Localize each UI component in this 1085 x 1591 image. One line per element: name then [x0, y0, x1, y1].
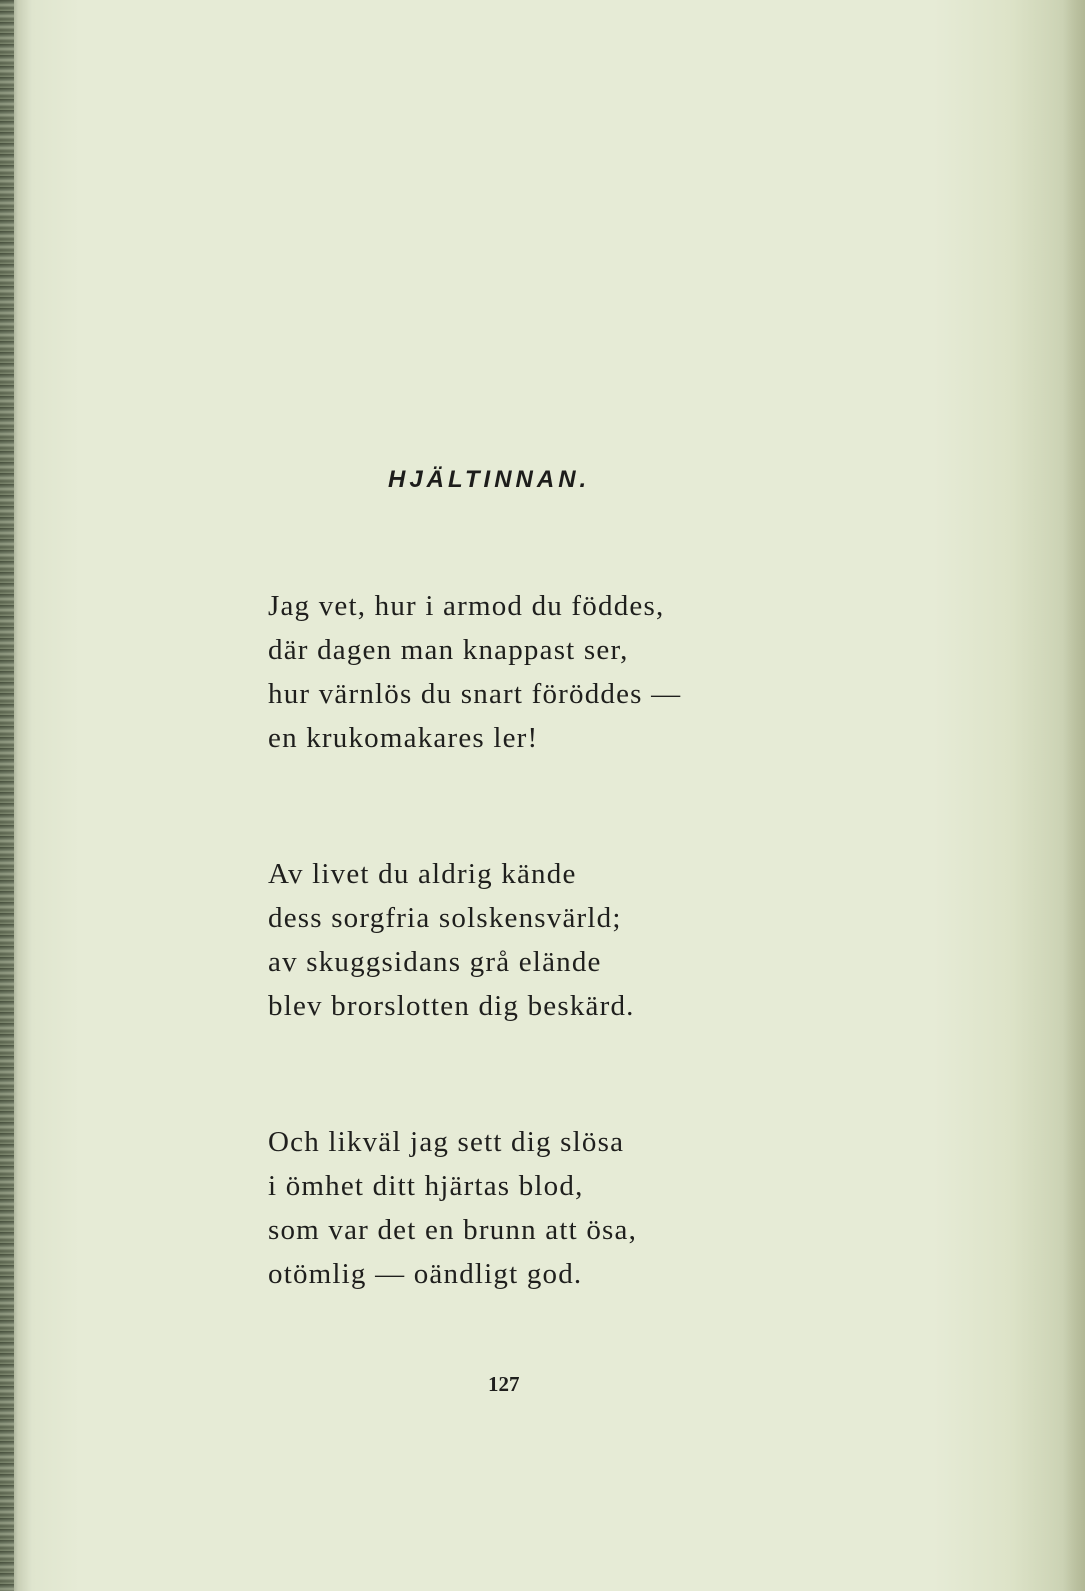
verse-line: Jag vet, hur i armod du föddes, — [268, 590, 665, 622]
verse-line: i ömhet ditt hjärtas blod, — [268, 1170, 584, 1202]
verse-line: hur värnlös du snart föröddes — — [268, 678, 682, 710]
verse-line: en krukomakares ler! — [268, 722, 539, 754]
verse-line: dess sorgfria solskensvärld; — [268, 902, 622, 934]
stanza-2 — [268, 852, 635, 1028]
verse-line: blev brorslotten dig beskärd. — [268, 990, 635, 1022]
verse-line: otömlig — oändligt god. — [268, 1258, 583, 1290]
stanza-1 — [268, 584, 681, 760]
verse-line: Och likväl jag sett dig slösa — [268, 1126, 625, 1158]
stanza-3 — [268, 1120, 637, 1296]
page-number: 127 — [488, 1372, 520, 1396]
verse-line: som var det en brunn att ösa, — [268, 1214, 638, 1246]
verse-line: där dagen man knappast ser, — [268, 634, 629, 666]
verse-line: Av livet du aldrig kände — [268, 858, 577, 890]
verse-line: av skuggsidans grå elände — [268, 946, 602, 978]
spine-edge — [0, 0, 14, 1591]
page-edge-shadow — [1063, 0, 1085, 1591]
poem-title: HJÄLTINNAN. — [388, 466, 591, 493]
